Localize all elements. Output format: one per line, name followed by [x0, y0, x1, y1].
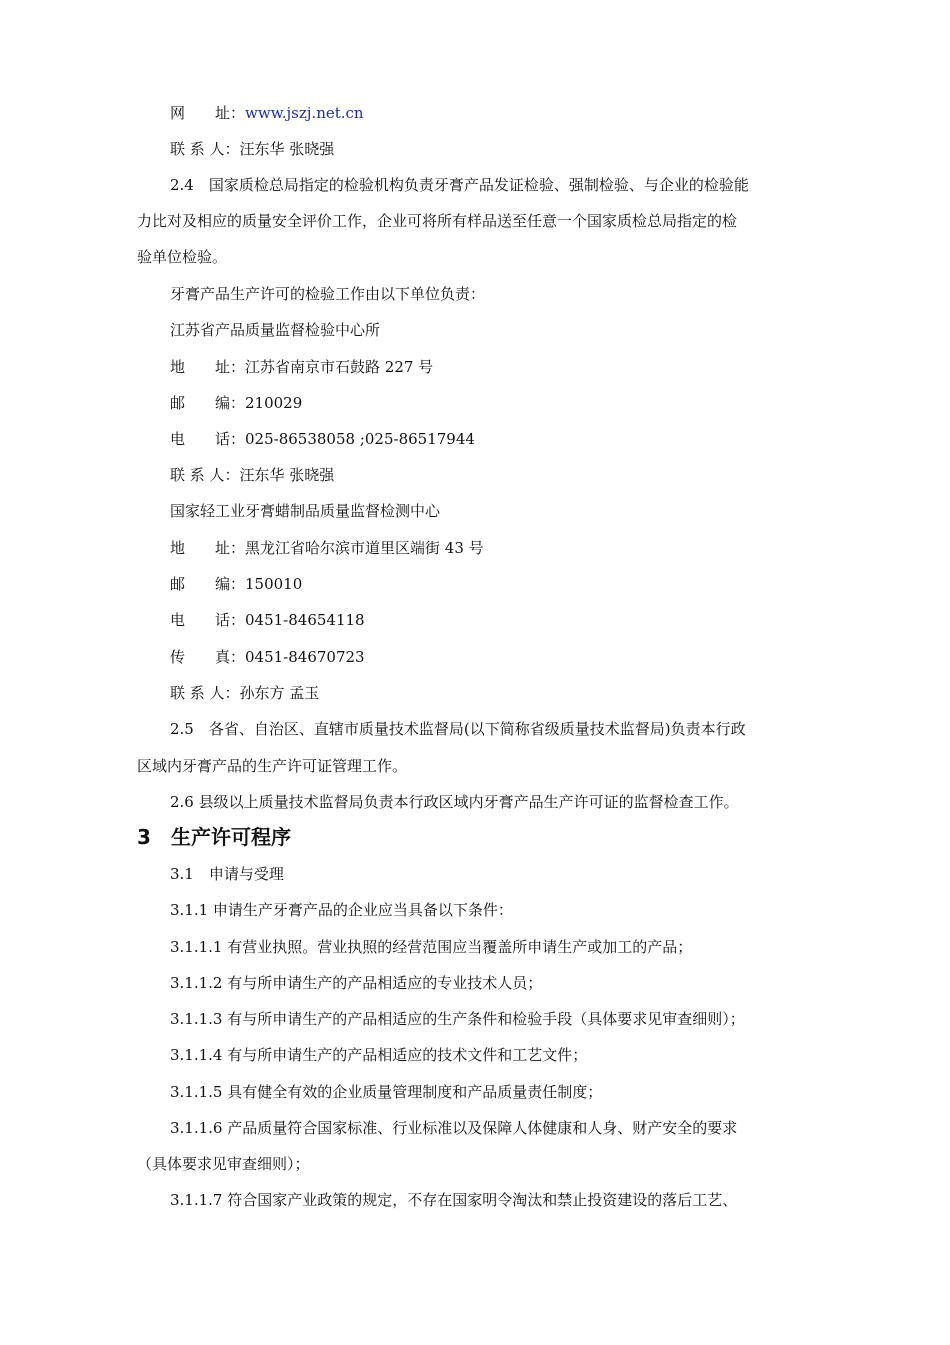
clause-3-1-1-6-line2: （具体要求见审查细则）； — [137, 1155, 310, 1173]
clause-3-1-1-6-line1: 3.1.1.6 产品质量符合国家标准、行业标准以及保障人体健康和人身、财产安全的要求 — [170, 1119, 738, 1137]
phone-row-2: 电 话：0451-84654118 — [170, 611, 365, 629]
contact-row-2: 联 系 人：孙东方 孟玉 — [170, 684, 320, 702]
contact-row-1: 联 系 人：汪东华 张晓强 — [170, 466, 335, 484]
institution-name-2: 国家轻工业牙膏蜡制品质量监督检测中心 — [170, 502, 441, 520]
section-title: 生产许可程序 — [171, 825, 291, 849]
phone-row-1: 电 话：025-86538058 ;025-86517944 — [170, 430, 475, 448]
clause-3-1-1-3: 3.1.1.3 有与所申请生产的产品相适应的生产条件和检验手段（具体要求见审查细则）； — [170, 1010, 745, 1028]
clause-3-1-1-2: 3.1.1.2 有与所申请生产的产品相适应的专业技术人员； — [170, 974, 543, 992]
paragraph-2-5-line2: 区域内牙膏产品的生产许可证管理工作。 — [137, 757, 408, 775]
postcode-row-1: 邮 编：210029 — [170, 394, 303, 412]
clause-3-1-1: 3.1.1 申请生产牙膏产品的企业应当具备以下条件： — [170, 901, 513, 919]
address-row-1: 地 址：江苏省南京市石鼓路 227 号 — [170, 358, 434, 376]
website-label: 网 址： — [170, 104, 246, 122]
contact-row: 联 系 人：汪东华 张晓强 — [170, 140, 335, 158]
inspection-intro: 牙膏产品生产许可的检验工作由以下单位负责： — [170, 285, 486, 303]
paragraph-2-4-line1: 2.4 国家质检总局指定的检验机构负责牙膏产品发证检验、强制检验、与企业的检验能 — [170, 176, 749, 194]
fax-row-2: 传 真：0451-84670723 — [170, 648, 365, 666]
paragraph-2-6: 2.6 县级以上质量技术监督局负责本行政区域内牙膏产品生产许可证的监督检查工作。 — [170, 793, 739, 811]
clause-3-1-1-5: 3.1.1.5 具有健全有效的企业质量管理制度和产品质量责任制度； — [170, 1083, 603, 1101]
section-heading-3 — [137, 824, 291, 850]
website-link[interactable]: www.jszj.net.cn — [245, 104, 364, 122]
address-row-2: 地 址：黑龙江省哈尔滨市道里区端街 43 号 — [170, 539, 484, 557]
clause-3-1-1-7: 3.1.1.7 符合国家产业政策的规定，不存在国家明令淘汰和禁止投资建设的落后工艺、 — [170, 1191, 738, 1209]
website-row — [170, 103, 364, 123]
postcode-row-2: 邮 编：150010 — [170, 575, 303, 593]
institution-name-1: 江苏省产品质量监督检验中心所 — [170, 321, 381, 339]
clause-3-1-1-1: 3.1.1.1 有营业执照。营业执照的经营范围应当覆盖所申请生产或加工的产品； — [170, 938, 693, 956]
paragraph-2-5-line1: 2.5 各省、自治区、直辖市质量技术监督局(以下简称省级质量技术监督局)负责本行政 — [170, 720, 746, 738]
paragraph-2-4-line3: 验单位检验。 — [137, 248, 228, 266]
clause-3-1-1-4: 3.1.1.4 有与所申请生产的产品相适应的技术文件和工艺文件； — [170, 1046, 588, 1064]
section-number: 3 — [137, 825, 151, 849]
paragraph-2-4-line2: 力比对及相应的质量安全评价工作，企业可将所有样品送至任意一个国家质检总局指定的检 — [137, 212, 738, 230]
subsection-3-1: 3.1 申请与受理 — [170, 865, 284, 883]
